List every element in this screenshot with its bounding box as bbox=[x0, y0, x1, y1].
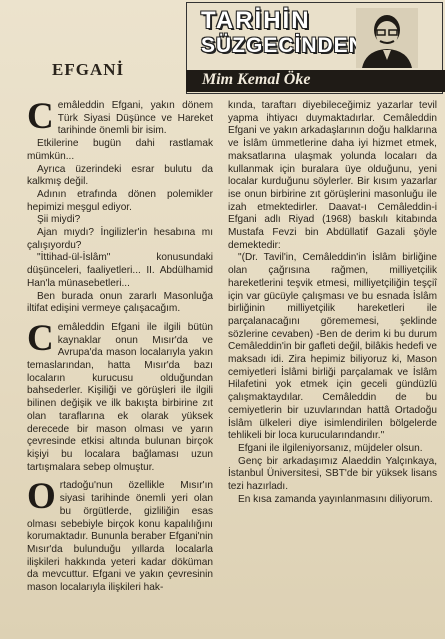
paragraph: Cemâleddin Efgani, yakın dönem Türk Siyasi Düşünce ve Hareket tarihinde önemli bir isim. bbox=[27, 96, 213, 137]
author-bar bbox=[186, 70, 445, 92]
paragraph: Ayrıca üzerindeki esrar bulutu da kalkmış değil. bbox=[27, 163, 213, 188]
article-title: EFGANİ bbox=[52, 60, 125, 79]
paragraph: En kısa zamanda yayınlanmasını diliyorum. bbox=[238, 493, 433, 505]
right-column bbox=[228, 100, 437, 507]
paragraph: "İttihad-ül-İslâm" konusundaki düşünceleri, faaliyetleri... II. Abdülhamid Han'la münasebetleri... bbox=[27, 252, 213, 289]
paragraph: Adının etrafında dönen polemikler hepimizi meşgul ediyor. bbox=[27, 188, 213, 213]
paragraph: Genç bir arkadaşımız Alaeddin Yalçınkaya, İstanbul Üniversitesi, SBT'de bir yüksek lisans tezi hazırladı. bbox=[228, 455, 437, 493]
header-line-1: TARİHİN bbox=[201, 7, 311, 34]
left-column bbox=[27, 96, 213, 595]
author-portrait-icon bbox=[356, 8, 418, 68]
header-line-2: SÜZGECİNDEN bbox=[201, 34, 365, 57]
author-name: Mim Kemal Öke bbox=[202, 71, 311, 88]
paragraph: Şii miydi? bbox=[37, 214, 81, 226]
paragraph: Ortadoğu'nun özellikle Mısır'ın siyasi tarihinde önemli yeri olan bu örgütlerde, gizliliğin esas olması sebebiyle birçok konu kapalılığını korumaktadır. Bununla beraber Efgani'nin Mısır'da bulunduğu yıllarda localarla ilişkileri hakkında yeteri kadar döküman da mevcuttur. Efgani ve yakın çevresinin mason localarıyla ilişkileri hak- bbox=[27, 476, 213, 594]
paragraph: Ajan mıydı? İngilizler'in hesabına mı çalışıyordu? bbox=[27, 227, 213, 251]
paragraph: Cemâleddin Efgani ile ilgili bütün kaynaklar onun Mısır'da ve Avrupa'da mason localarıyla yakın temaslarından, hatta Mısır'da bazı locaların kurucusu olduğundan bahsederler. Kişiliği ve görüşleri ile ilgili bilinen değişik ve ilk bakışta birbirine zıt olan taraflarına ek olarak yüksek derecede bir mason olması ve yarın çevresinde etkisi altında bulunan birçok kişiyi bu localara bağlaması uzun tartışmalara sebep olmuştur. bbox=[27, 317, 213, 473]
drop-cap: O bbox=[27, 476, 56, 518]
paragraph: Efgani ile ilgileniyorsanız, müjdeler olsun. bbox=[238, 442, 423, 454]
drop-cap: C bbox=[27, 317, 54, 359]
quote-paragraph: "(Dr. Tavil'in, Cemâleddin'in İslâm birliğine olan çağrısına rağmen, milliyetçilik hareketlerini teşvik etmesi, milliyetçiliğin teşçiî için var gücüyle çalışması ve bu esnada İslâm birliğinin milliyetçilik hareketleri ile parçalanacağını görememesi, şeklinde sözlerine cevaben) -Ben de derim ki bu durum Cemâleddin'in bir gafleti değil, bilâkis hedefi ve maksadı idi. Zira hepimiz biliyoruz ki, Mason cemiyetleri İslâmi birliği parçalamak ve İslâm Hilafetini yok etmek için geceli gündüzlü çalışmaktaydılar. Cemâleddin de bu cemiyetlerin bir uzuvlarından hattâ Ortadoğu İslâm ülkeleri diye isimlendirilen bölgelerde tehlikeli bir loca kurucularındandır." bbox=[228, 252, 437, 442]
paragraph: Ben burada onun zararlı Masonluğa iltifat edişini vermeye çalışacağım. bbox=[27, 290, 213, 315]
paragraph: Etkilerine bugün dahi rastlamak mümkün... bbox=[27, 138, 213, 162]
drop-cap: C bbox=[27, 96, 54, 137]
paragraph: kında, taraftarı diyebileceğimiz yazarlar tevil yapma ihtiyacı duymaktadırlar. Cemâleddin Efgani ve yakın arkadaşlarının doğu halklarına ve İslâm ümmetlerine daha iyi hizmet etmek, maksatlarına ulaşmak yolunda locaları da kullanmak için buralara üye olduğunu, yeni localar kurduğunu söylerler. Bir kısım yazarlar ise onun birbirine zıt görüşlerini masonluğu ile izah etmektedirler. Daavat-ı Cemâleddin-i Efgani adlı Riyad (1968) baskılı kitabında Mustafa Fevzi bin Abdüllatif Gazali şöyle demektedir: bbox=[228, 100, 437, 251]
